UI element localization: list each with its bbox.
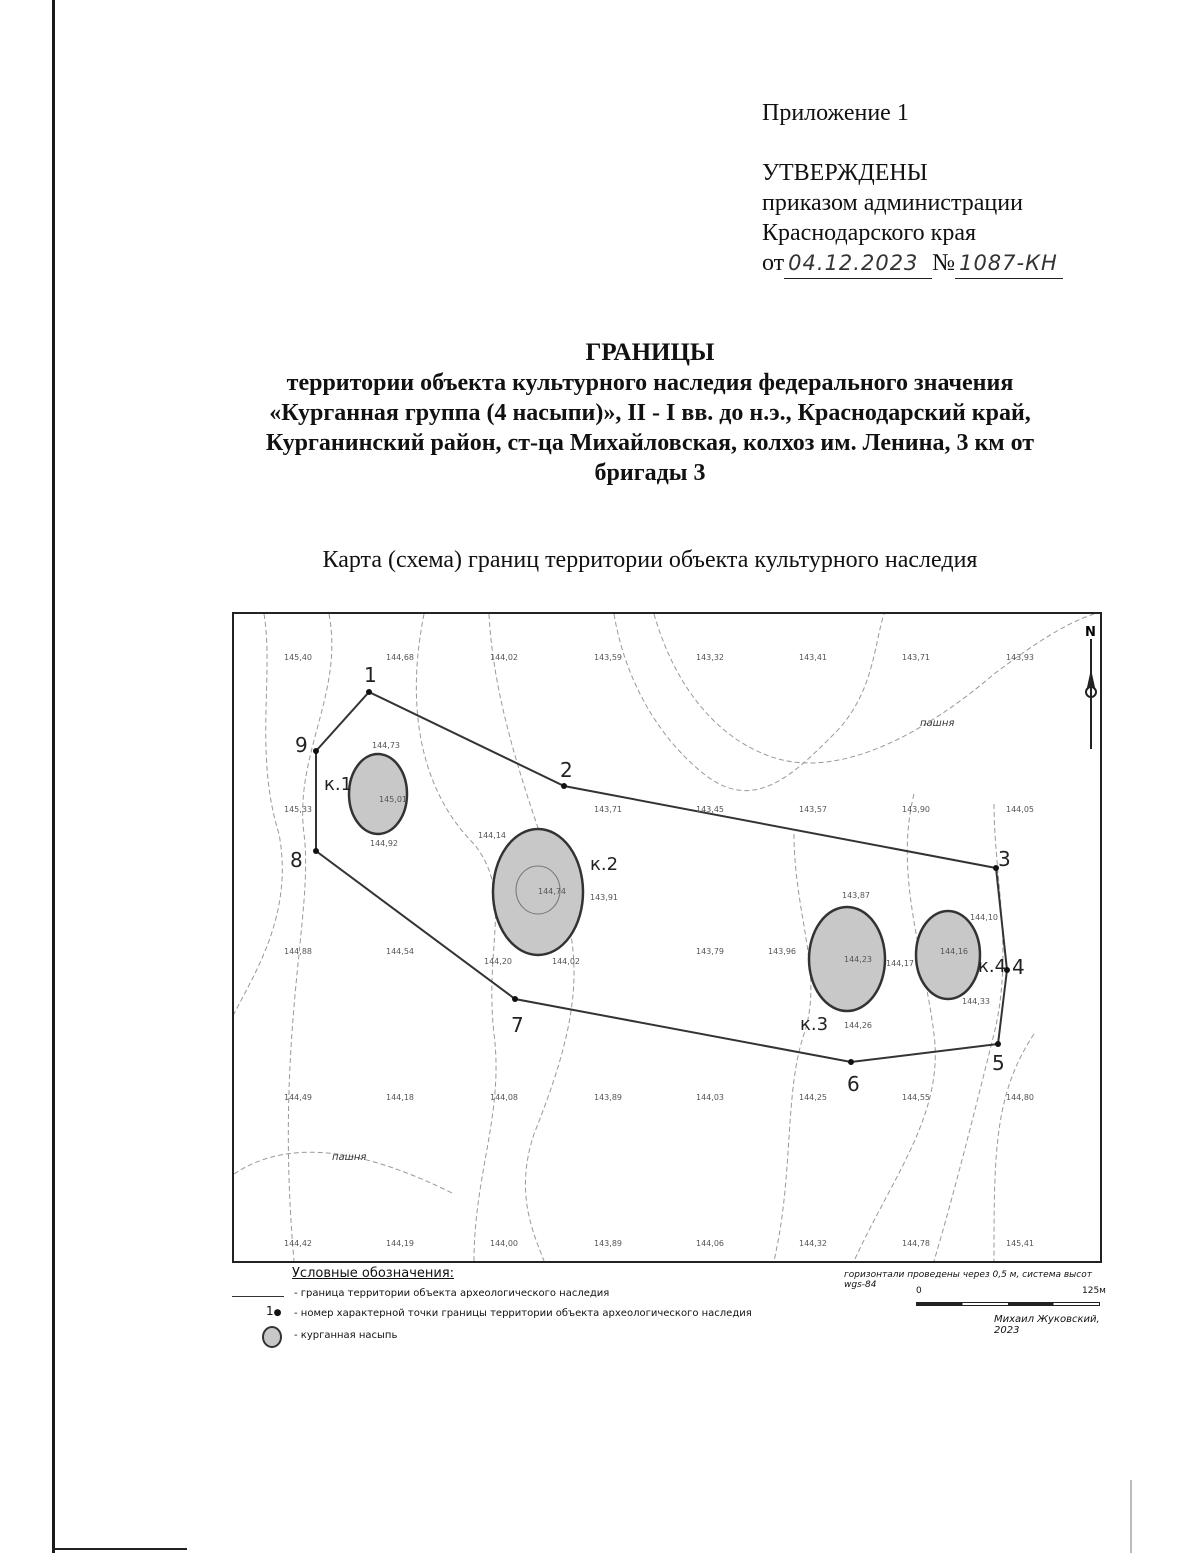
land-label-lower: пашня: [332, 1152, 367, 1163]
elevation-label: 144,68: [386, 653, 414, 662]
mound-label-2: к.2: [590, 854, 619, 875]
legend-item-boundary: - граница территории объекта археологического наследия: [294, 1288, 610, 1299]
approved-label: УТВЕРЖДЕНЫ: [762, 160, 928, 186]
elevation-label: 144,26: [844, 1021, 872, 1030]
elevation-label: 144,25: [799, 1093, 827, 1102]
point-label-8: 8: [290, 848, 303, 872]
title-line-4: бригады 3: [594, 460, 706, 486]
elevation-label: 143,91: [590, 893, 618, 902]
north-arrow-icon: [1085, 625, 1096, 749]
elevation-label: 144,20: [484, 957, 512, 966]
scale-start-label: 0: [916, 1286, 922, 1296]
point-label-1: 1: [364, 663, 377, 687]
elevation-label: 144,10: [970, 913, 998, 922]
point-label-6: 6: [847, 1072, 860, 1096]
legend-mound-symbol: [262, 1326, 282, 1348]
title-line-3: Курганинский район, ст-ца Михайловская, колхоз им. Ленина, 3 км от: [265, 430, 1035, 456]
elevation-label: 145,41: [1006, 1239, 1034, 1248]
approval-date-line: [762, 248, 1063, 279]
point-label-5: 5: [992, 1051, 1005, 1075]
elevation-label: 143,71: [902, 653, 930, 662]
elevation-label: 143,87: [842, 891, 870, 900]
elevation-label: 143,90: [902, 805, 930, 814]
legend-point-symbol: 1●: [266, 1304, 282, 1318]
elevation-label: 144,73: [372, 741, 400, 750]
approval-date: 04.12.2023: [784, 248, 932, 279]
legend-item-point: - номер характерной точки границы территории объекта археологического наследия: [294, 1308, 752, 1319]
elevation-label: 144,19: [386, 1239, 414, 1248]
document-title: [200, 338, 1100, 488]
map-svg: [234, 614, 1100, 1261]
bottom-rule: [52, 1548, 187, 1550]
elevation-label: 144,18: [386, 1093, 414, 1102]
mound-label-3: к.3: [800, 1014, 829, 1035]
title-line-2: «Курганная группа (4 насыпи)», II - I вв. до н.э., Краснодарский край,: [269, 400, 1031, 426]
elevation-label: 144,92: [370, 839, 398, 848]
north-label: N: [1085, 625, 1096, 640]
elevation-label: 144,49: [284, 1093, 312, 1102]
legend-item-mound: - курганная насыпь: [294, 1330, 398, 1341]
elevation-label: 144,23: [844, 955, 872, 964]
title-line-1: территории объекта культурного наследия федерального значения: [286, 370, 1014, 396]
elevation-label: 143,89: [594, 1239, 622, 1248]
elevation-label: 144,02: [552, 957, 580, 966]
elevation-label: 145,40: [284, 653, 312, 662]
title-heading: ГРАНИЦЫ: [585, 339, 715, 366]
elevation-label: 144,74: [538, 887, 566, 896]
elevation-label: 144,00: [490, 1239, 518, 1248]
map-author: Михаил Жуковский, 2023: [994, 1314, 1100, 1336]
legend-point-number: 1: [266, 1304, 274, 1318]
elevation-label: 145,33: [284, 805, 312, 814]
number-prefix: №: [932, 250, 956, 276]
point-label-2: 2: [560, 758, 573, 782]
elevation-label: 143,57: [799, 805, 827, 814]
mound-label-4: к.4: [978, 956, 1007, 977]
elevation-label: 144,08: [490, 1093, 518, 1102]
elevation-label: 144,54: [386, 947, 414, 956]
point-label-4: 4: [1012, 955, 1025, 979]
approval-line-2: Краснодарского края: [762, 220, 977, 246]
boundary-vertices: [313, 689, 1010, 1065]
appendix-label: Приложение 1: [762, 100, 909, 126]
territory-boundary: [316, 692, 1007, 1062]
mound-1: [349, 754, 407, 834]
elevation-label: 143,41: [799, 653, 827, 662]
contour-note: горизонтали проведены через 0,5 м, система высот wgs-84: [844, 1270, 1092, 1290]
approval-number: 1087-КН: [955, 248, 1063, 279]
elevation-label: 144,16: [940, 947, 968, 956]
scale-bar: [916, 1302, 1100, 1306]
mound-label-1: к.1: [324, 774, 353, 795]
elevation-label: 144,06: [696, 1239, 724, 1248]
elevation-label: 144,42: [284, 1239, 312, 1248]
date-prefix: от: [762, 250, 785, 276]
elevation-label: 144,17: [886, 959, 914, 968]
elevation-label: 143,32: [696, 653, 724, 662]
elevation-label: 143,71: [594, 805, 622, 814]
legend-boundary-symbol: [232, 1296, 284, 1297]
elevation-label: 144,02: [490, 653, 518, 662]
elevation-label: 144,33: [962, 997, 990, 1006]
elevation-label: 143,59: [594, 653, 622, 662]
point-label-7: 7: [511, 1013, 524, 1037]
elevation-label: 144,80: [1006, 1093, 1034, 1102]
elevation-label: 144,14: [478, 831, 506, 840]
legend-title: Условные обозначения:: [292, 1266, 455, 1281]
elevation-label: 143,93: [1006, 653, 1034, 662]
elevation-label: 143,79: [696, 947, 724, 956]
elevation-label: 143,89: [594, 1093, 622, 1102]
approval-line-1: приказом администрации: [762, 190, 1023, 216]
map-subtitle: Карта (схема) границ территории объекта культурного наследия: [322, 547, 978, 573]
elevation-label: 144,05: [1006, 805, 1034, 814]
elevation-label: 144,03: [696, 1093, 724, 1102]
scale-end-label: 125м: [1082, 1286, 1106, 1296]
elevation-label: 144,55: [902, 1093, 930, 1102]
boundary-map: [232, 612, 1102, 1263]
map-legend: [232, 1266, 1106, 1366]
point-labels: [290, 663, 1025, 1096]
elevation-label: 144,78: [902, 1239, 930, 1248]
land-label-upper: пашня: [920, 718, 955, 729]
elevation-label: 143,45: [696, 805, 724, 814]
elevation-label: 145,01: [379, 795, 407, 804]
point-label-3: 3: [998, 847, 1011, 871]
elevation-label: 144,88: [284, 947, 312, 956]
elevation-label: 143,96: [768, 947, 796, 956]
left-margin-line: [52, 0, 55, 1553]
approval-block: [762, 98, 1063, 279]
elevation-label: 144,32: [799, 1239, 827, 1248]
point-label-9: 9: [295, 733, 308, 757]
right-edge-line: [1130, 1480, 1132, 1553]
